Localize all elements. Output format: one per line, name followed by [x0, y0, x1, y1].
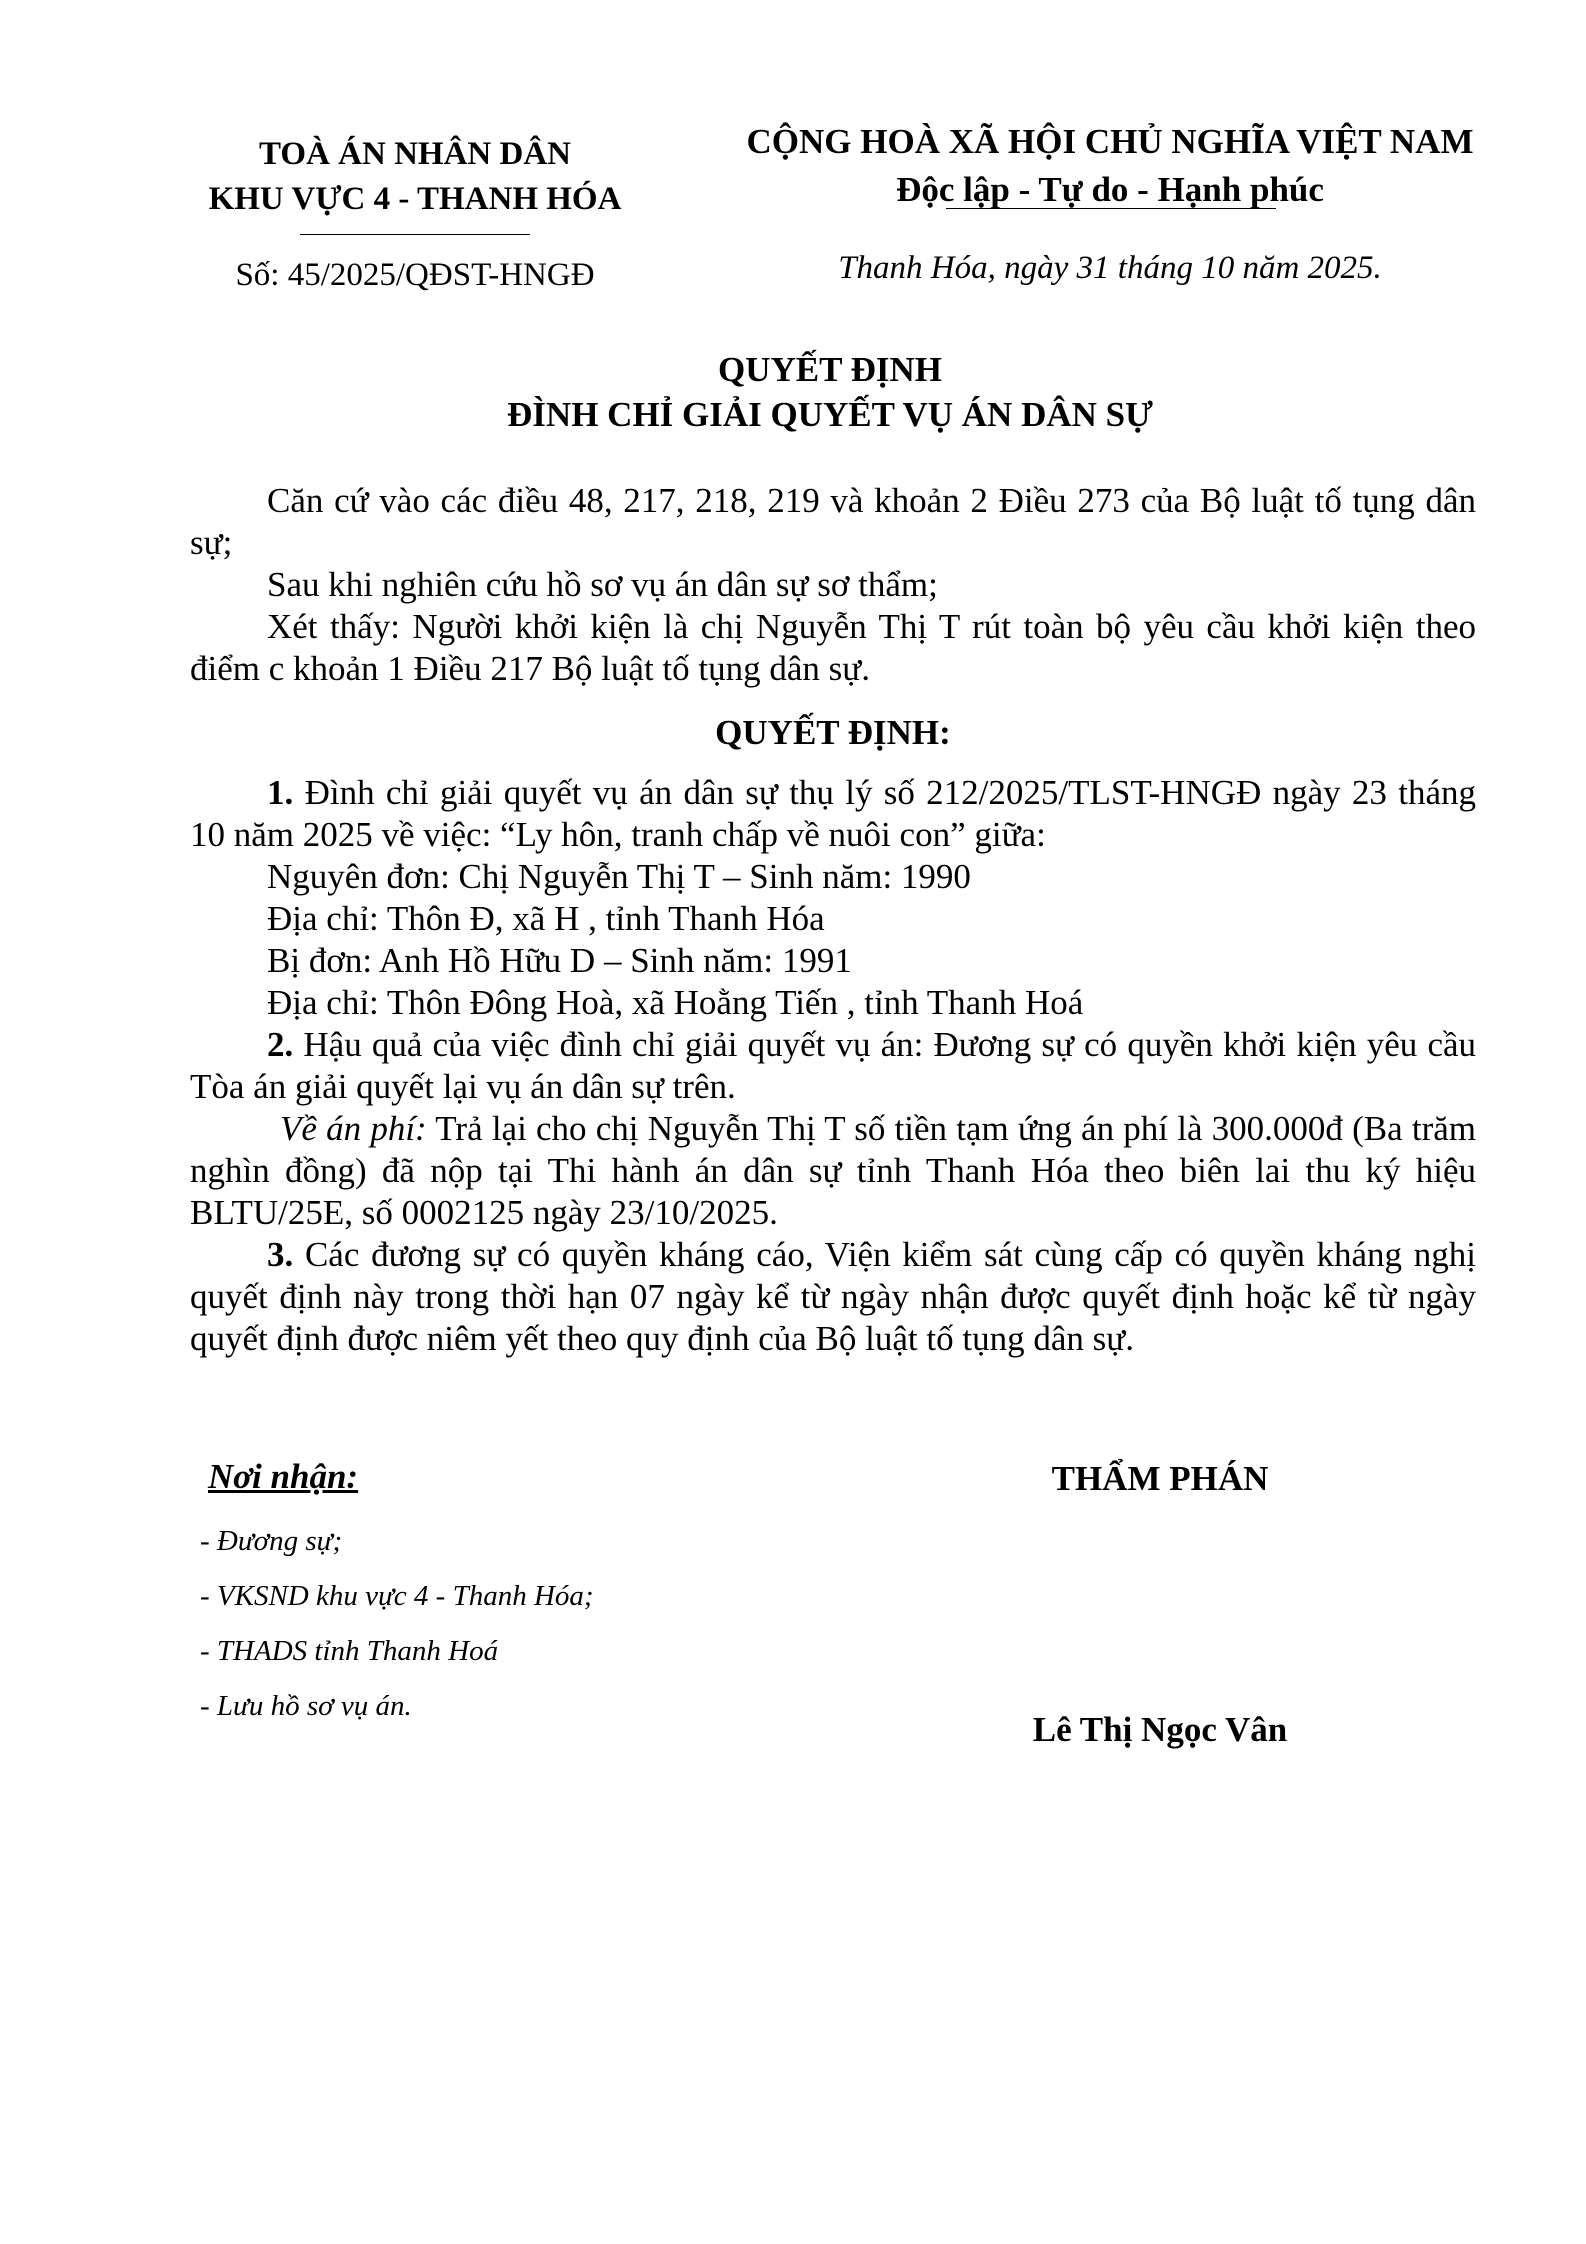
finding-statement: Xét thấy: Người khởi kiện là chị Nguyễn Thị T rút toàn bộ yêu cầu khởi kiện theo điểm c khoản 1 Điều 217 Bộ luật tố tụng dân sự.: [190, 607, 1476, 688]
nation-name: CỘNG HOÀ XÃ HỘI CHỦ NGHĨA VIỆT NAM: [746, 122, 1474, 161]
place-date: Thanh Hóa, ngày 31 tháng 10 năm 2025.: [838, 250, 1382, 286]
motto: [896, 166, 1324, 214]
court-header-divider: [300, 234, 530, 235]
recipients-block: [200, 1454, 900, 1744]
defendant-address: Địa chỉ: Thôn Đông Hoà, xã Hoằng Tiến , tỉnh Thanh Hoá: [267, 983, 1084, 1022]
item-3-text: Các đương sự có quyền kháng cáo, Viện kiểm sát cùng cấp có quyền kháng nghị quyết định này trong thời hạn 07 ngày kể từ ngày nhận được quyết định hoặc kể từ ngày quyết định được niêm yết theo quy định của Bộ luật tố tụng dân sự.: [190, 1235, 1476, 1358]
signer-title: THẨM PHÁN: [1051, 1459, 1269, 1498]
decision-number: Số: 45/2025/QĐST-HNGĐ: [235, 257, 595, 293]
item-2-number: 2.: [267, 1025, 294, 1064]
title-line2: ĐÌNH CHỈ GIẢI QUYẾT VỤ ÁN DÂN SỰ: [507, 395, 1153, 434]
item-1-text: Đình chỉ giải quyết vụ án dân sự thụ lý số 212/2025/TLST-HNGĐ ngày 23 tháng 10 năm 2025 về việc: “Ly hôn, tranh chấp về nuôi con” giữa:: [190, 773, 1476, 854]
defendant-line: Bị đơn: Anh Hồ Hữu D – Sinh năm: 1991: [267, 941, 852, 980]
court-name-line1: TOÀ ÁN NHÂN DÂN: [259, 136, 571, 172]
court-name-line2: KHU VỰC 4 - THANH HÓA: [208, 181, 622, 217]
title-line1: QUYẾT ĐỊNH: [718, 350, 942, 389]
item-1-number: 1.: [267, 773, 294, 812]
legal-basis: Căn cứ vào các điều 48, 217, 218, 219 và khoản 2 Điều 273 của Bộ luật tố tụng dân sự;: [190, 481, 1476, 562]
plaintiff-line: Nguyên đơn: Chị Nguyễn Thị T – Sinh năm: 1990: [267, 857, 971, 896]
item-3-number: 3.: [267, 1235, 294, 1274]
decision-item-3: [190, 1234, 1476, 1360]
signer-name: Lê Thị Ngọc Vân: [1032, 1710, 1288, 1749]
recipient-item: - THADS tỉnh Thanh Hoá: [200, 1635, 499, 1667]
recipient-item: - Đương sự;: [200, 1525, 343, 1557]
recipient-item: - Lưu hồ sơ vụ án.: [200, 1690, 412, 1722]
document-body: [190, 480, 1476, 1360]
decision-item-1: [190, 772, 1476, 856]
fee-label: Về án phí:: [280, 1109, 427, 1148]
court-fee-paragraph: [190, 1108, 1476, 1234]
recipients-title: Nơi nhận:: [208, 1457, 359, 1496]
court-header: [150, 132, 680, 235]
decision-item-2: [190, 1024, 1476, 1108]
national-header: [720, 118, 1500, 214]
fee-text: Trả lại cho chị Nguyễn Thị T số tiền tạm ứng án phí là 300.000đ (Ba trăm nghìn đồng) đã nộp tại Thi hành án dân sự tỉnh Thanh Hóa theo biên lai thu ký hiệu BLTU/25E, số 0002125 ngày 23/10/2025.: [190, 1109, 1477, 1232]
document-title: [190, 347, 1470, 437]
decision-heading: QUYẾT ĐỊNH:: [715, 713, 951, 752]
motto-text: Độc lập - Tự do - Hạnh phúc: [896, 170, 1324, 209]
plaintiff-address: Địa chỉ: Thôn Đ, xã H , tỉnh Thanh Hóa: [267, 899, 825, 938]
motto-underline: [946, 208, 1276, 209]
item-2-text: Hậu quả của việc đình chỉ giải quyết vụ án: Đương sự có quyền khởi kiện yêu cầu Tòa án giải quyết lại vụ án dân sự trên.: [190, 1025, 1477, 1106]
recipient-item: - VKSND khu vực 4 - Thanh Hóa;: [200, 1580, 594, 1612]
review-statement: Sau khi nghiên cứu hồ sơ vụ án dân sự sơ thẩm;: [267, 565, 938, 604]
